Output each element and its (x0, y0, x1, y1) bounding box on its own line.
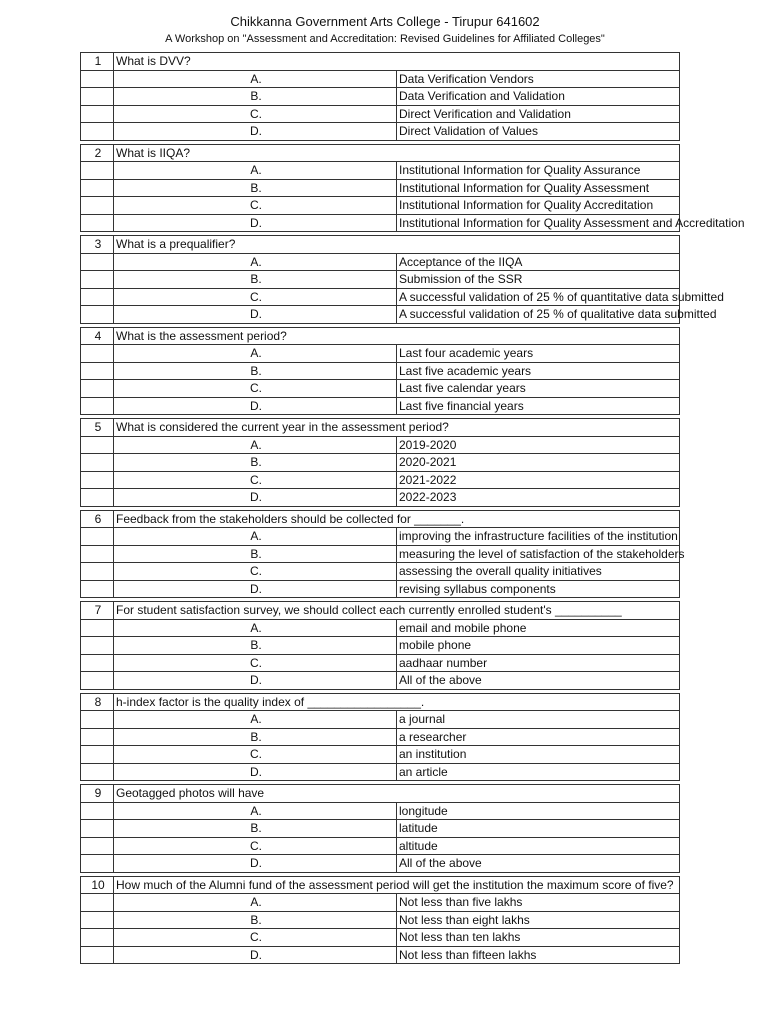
option-row (81, 271, 680, 289)
option-text: All of the above (397, 855, 680, 873)
option-text: Institutional Information for Quality Assessment and Accreditation (397, 214, 680, 232)
option-text: Last five calendar years (397, 380, 680, 398)
option-letter: A. (114, 894, 397, 912)
option-spacer (81, 306, 114, 324)
question-block (80, 327, 680, 416)
question-row (81, 236, 680, 254)
option-letter: D. (114, 763, 397, 781)
question-block (80, 418, 680, 507)
option-row (81, 894, 680, 912)
option-row (81, 345, 680, 363)
option-row (81, 471, 680, 489)
option-row (81, 288, 680, 306)
option-spacer (81, 654, 114, 672)
option-letter: A. (114, 436, 397, 454)
question-number: 7 (81, 602, 114, 620)
option-row (81, 837, 680, 855)
option-letter: B. (114, 454, 397, 472)
option-letter: A. (114, 802, 397, 820)
option-spacer (81, 820, 114, 838)
option-letter: B. (114, 545, 397, 563)
option-text: assessing the overall quality initiatives (397, 563, 680, 581)
option-row (81, 162, 680, 180)
option-letter: A. (114, 162, 397, 180)
option-text: Institutional Information for Quality Assessment (397, 179, 680, 197)
option-letter: B. (114, 179, 397, 197)
option-letter: D. (114, 672, 397, 690)
option-letter: B. (114, 728, 397, 746)
option-text: a journal (397, 711, 680, 729)
question-row (81, 510, 680, 528)
question-number: 1 (81, 53, 114, 71)
option-text: improving the infrastructure facilities of the institution (397, 528, 680, 546)
option-spacer (81, 929, 114, 947)
option-letter: A. (114, 619, 397, 637)
question-text: Geotagged photos will have (114, 785, 680, 803)
option-text: Last four academic years (397, 345, 680, 363)
option-letter: C. (114, 929, 397, 947)
option-letter: B. (114, 637, 397, 655)
option-spacer (81, 271, 114, 289)
option-text: Acceptance of the IIQA (397, 253, 680, 271)
option-spacer (81, 528, 114, 546)
option-row (81, 929, 680, 947)
option-letter: C. (114, 563, 397, 581)
option-spacer (81, 197, 114, 215)
option-letter: C. (114, 746, 397, 764)
option-letter: A. (114, 345, 397, 363)
question-text: How much of the Alumni fund of the assessment period will get the institution the maximum score of five? (114, 876, 680, 894)
option-letter: C. (114, 288, 397, 306)
question-row (81, 602, 680, 620)
option-text: Submission of the SSR (397, 271, 680, 289)
option-text: A successful validation of 25 % of qualitative data submitted (397, 306, 680, 324)
option-letter: C. (114, 105, 397, 123)
option-spacer (81, 362, 114, 380)
option-row (81, 528, 680, 546)
option-letter: B. (114, 88, 397, 106)
question-block (80, 235, 724, 324)
option-letter: D. (114, 946, 397, 964)
option-row (81, 619, 680, 637)
question-text: h-index factor is the quality index of _________________. (114, 693, 680, 711)
question-block (80, 52, 680, 141)
question-text: For student satisfaction survey, we should collect each currently enrolled student's __________ (114, 602, 680, 620)
option-text: Not less than five lakhs (397, 894, 680, 912)
option-spacer (81, 619, 114, 637)
option-row (81, 746, 680, 764)
option-text: Not less than ten lakhs (397, 929, 680, 947)
option-row (81, 436, 680, 454)
option-letter: D. (114, 306, 397, 324)
question-list (80, 52, 745, 967)
option-letter: B. (114, 271, 397, 289)
question-block (80, 144, 745, 233)
question-number: 5 (81, 419, 114, 437)
option-row (81, 911, 680, 929)
option-letter: B. (114, 911, 397, 929)
option-text: Last five academic years (397, 362, 680, 380)
question-number: 3 (81, 236, 114, 254)
question-block (80, 601, 680, 690)
option-row (81, 397, 680, 415)
option-spacer (81, 179, 114, 197)
option-row (81, 197, 680, 215)
option-row (81, 545, 680, 563)
option-letter: C. (114, 837, 397, 855)
option-letter: C. (114, 471, 397, 489)
option-text: latitude (397, 820, 680, 838)
option-text: 2020-2021 (397, 454, 680, 472)
option-text: mobile phone (397, 637, 680, 655)
option-row (81, 454, 680, 472)
option-row (81, 88, 680, 106)
option-text: longitude (397, 802, 680, 820)
option-spacer (81, 253, 114, 271)
option-row (81, 580, 680, 598)
question-block (80, 784, 680, 873)
option-text: Direct Validation of Values (397, 123, 680, 141)
option-spacer (81, 728, 114, 746)
option-row (81, 763, 680, 781)
option-row (81, 946, 680, 964)
option-spacer (81, 855, 114, 873)
option-row (81, 179, 680, 197)
question-row (81, 53, 680, 71)
option-spacer (81, 380, 114, 398)
option-row (81, 672, 680, 690)
option-text: Institutional Information for Quality Accreditation (397, 197, 680, 215)
question-number: 2 (81, 144, 114, 162)
option-spacer (81, 123, 114, 141)
option-spacer (81, 672, 114, 690)
question-text: What is considered the current year in the assessment period? (114, 419, 680, 437)
question-text: What is DVV? (114, 53, 680, 71)
option-text: Last five financial years (397, 397, 680, 415)
question-block (80, 693, 680, 782)
question-row (81, 419, 680, 437)
question-number: 10 (81, 876, 114, 894)
workshop-subtitle: A Workshop on "Assessment and Accreditation: Revised Guidelines for Affiliated Colleges" (165, 33, 605, 45)
option-row (81, 563, 680, 581)
option-text: Not less than eight lakhs (397, 911, 680, 929)
option-letter: D. (114, 489, 397, 507)
option-text: measuring the level of satisfaction of the stakeholders (397, 545, 680, 563)
option-letter: D. (114, 855, 397, 873)
option-row (81, 253, 680, 271)
option-text: Institutional Information for Quality Assurance (397, 162, 680, 180)
option-row (81, 802, 680, 820)
option-text: altitude (397, 837, 680, 855)
question-text: What is IIQA? (114, 144, 680, 162)
option-letter: C. (114, 654, 397, 672)
option-spacer (81, 162, 114, 180)
option-text: Data Verification Vendors (397, 70, 680, 88)
question-row (81, 144, 680, 162)
option-spacer (81, 545, 114, 563)
option-spacer (81, 489, 114, 507)
option-row (81, 855, 680, 873)
option-letter: A. (114, 70, 397, 88)
college-title: Chikkanna Government Arts College - Tirupur 641602 (230, 14, 540, 29)
option-letter: B. (114, 820, 397, 838)
option-letter: C. (114, 380, 397, 398)
option-text: 2019-2020 (397, 436, 680, 454)
question-number: 6 (81, 510, 114, 528)
option-row (81, 123, 680, 141)
question-number: 9 (81, 785, 114, 803)
option-text: Data Verification and Validation (397, 88, 680, 106)
option-letter: B. (114, 362, 397, 380)
document-header (0, 14, 770, 46)
option-row (81, 214, 680, 232)
option-spacer (81, 711, 114, 729)
question-text: What is a prequalifier? (114, 236, 680, 254)
option-spacer (81, 214, 114, 232)
option-spacer (81, 746, 114, 764)
option-row (81, 362, 680, 380)
option-spacer (81, 288, 114, 306)
option-text: 2022-2023 (397, 489, 680, 507)
option-text: an article (397, 763, 680, 781)
option-text: Not less than fifteen lakhs (397, 946, 680, 964)
option-text: All of the above (397, 672, 680, 690)
option-text: revising syllabus components (397, 580, 680, 598)
option-spacer (81, 471, 114, 489)
question-row (81, 327, 680, 345)
option-row (81, 820, 680, 838)
option-spacer (81, 397, 114, 415)
option-text: email and mobile phone (397, 619, 680, 637)
question-row (81, 785, 680, 803)
option-spacer (81, 580, 114, 598)
option-row (81, 306, 680, 324)
question-text: What is the assessment period? (114, 327, 680, 345)
question-row (81, 693, 680, 711)
option-spacer (81, 837, 114, 855)
option-text: Direct Verification and Validation (397, 105, 680, 123)
option-letter: A. (114, 528, 397, 546)
option-row (81, 105, 680, 123)
option-spacer (81, 70, 114, 88)
option-spacer (81, 946, 114, 964)
option-row (81, 654, 680, 672)
option-row (81, 70, 680, 88)
option-row (81, 637, 680, 655)
option-text: aadhaar number (397, 654, 680, 672)
option-spacer (81, 637, 114, 655)
option-spacer (81, 802, 114, 820)
option-text: A successful validation of 25 % of quantitative data submitted (397, 288, 680, 306)
option-row (81, 728, 680, 746)
option-letter: D. (114, 580, 397, 598)
option-row (81, 380, 680, 398)
option-spacer (81, 105, 114, 123)
option-letter: A. (114, 253, 397, 271)
question-number: 4 (81, 327, 114, 345)
option-letter: A. (114, 711, 397, 729)
option-letter: D. (114, 123, 397, 141)
option-spacer (81, 563, 114, 581)
question-number: 8 (81, 693, 114, 711)
option-spacer (81, 454, 114, 472)
option-text: a researcher (397, 728, 680, 746)
option-text: an institution (397, 746, 680, 764)
option-letter: C. (114, 197, 397, 215)
option-spacer (81, 894, 114, 912)
option-letter: D. (114, 397, 397, 415)
question-text: Feedback from the stakeholders should be collected for _______. (114, 510, 680, 528)
option-text: 2021-2022 (397, 471, 680, 489)
option-spacer (81, 88, 114, 106)
option-spacer (81, 345, 114, 363)
option-spacer (81, 763, 114, 781)
option-letter: D. (114, 214, 397, 232)
option-spacer (81, 436, 114, 454)
question-block (80, 876, 680, 965)
question-row (81, 876, 680, 894)
option-row (81, 711, 680, 729)
question-block (80, 510, 685, 599)
option-row (81, 489, 680, 507)
option-spacer (81, 911, 114, 929)
